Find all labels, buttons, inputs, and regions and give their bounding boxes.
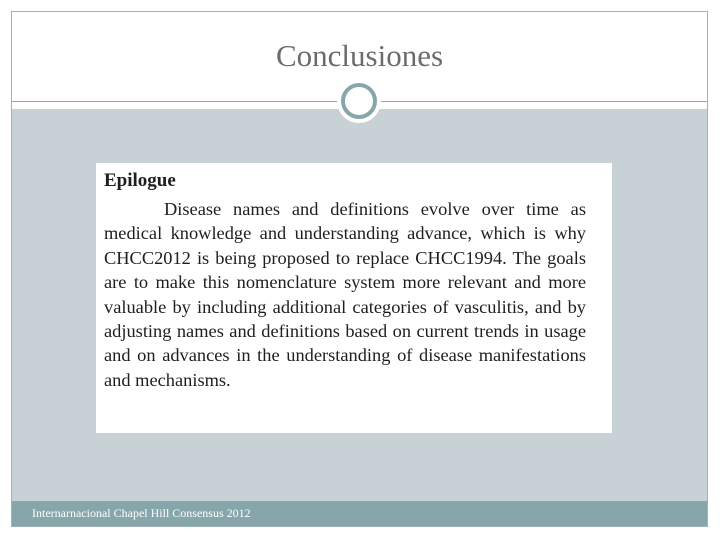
slide-footer xyxy=(12,501,707,526)
decorative-circle-icon xyxy=(337,79,381,123)
circle-ring-icon xyxy=(341,83,377,119)
slide-frame xyxy=(11,11,708,527)
epilogue-excerpt xyxy=(96,163,612,433)
epilogue-heading: Epilogue xyxy=(104,170,176,191)
footer-text: Internarnacional Chapel Hill Consensus 2012 xyxy=(32,506,251,520)
slide-title: Conclusiones xyxy=(275,38,444,73)
epilogue-paragraph: Disease names and definitions evolve over time as medical knowledge and understanding advance, which is why CHCC2012 is being proposed to replace CHCC1994. The goals are to make this nomenclature system more relevant and more valuable by including additional categories of vasculitis, and by adjusting names and definitions based on current trends in usage and on advances in the understanding of disease manifestations and mechanisms. xyxy=(104,199,586,390)
